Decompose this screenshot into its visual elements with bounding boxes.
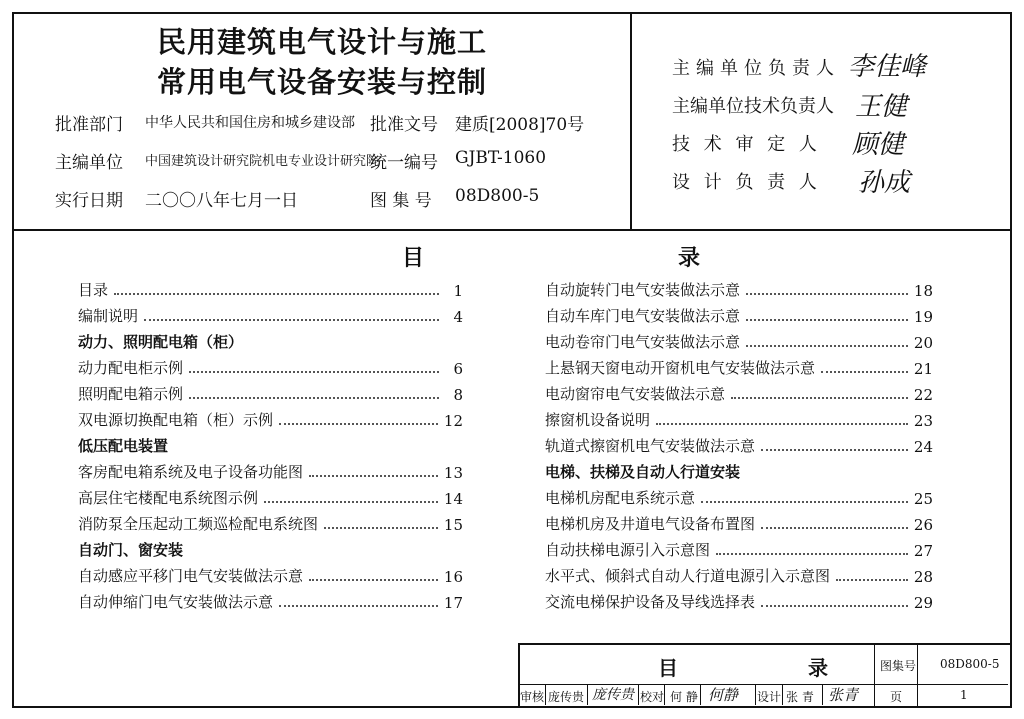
toc-entry-label: 自动车库门电气安装做法示意 xyxy=(545,307,741,325)
toc-entry xyxy=(545,534,933,560)
tb-sep-c xyxy=(638,685,639,705)
toc-entry xyxy=(78,404,463,430)
review-signature: 庞传贵 xyxy=(592,687,634,703)
toc-entry xyxy=(78,560,463,586)
toc-entry xyxy=(545,482,933,508)
toc-leader-dots xyxy=(264,501,438,503)
toc-entry-page: 12 xyxy=(443,412,463,430)
toc-entry-page: 18 xyxy=(913,282,933,300)
toc-leader-dots xyxy=(324,527,438,529)
toc-section-label: 电梯、扶梯及自动人行道安装 xyxy=(545,463,741,481)
toc-leader-dots xyxy=(761,605,908,607)
title-block-col-2 xyxy=(917,643,918,706)
toc-entry-page: 4 xyxy=(453,308,463,326)
toc-section-heading xyxy=(78,430,463,456)
toc-entry-page: 14 xyxy=(443,490,463,508)
approval-doc-value: 建质[2008]70号 xyxy=(455,115,585,135)
toc-entry xyxy=(545,560,933,586)
title-block-title: 目 录 xyxy=(658,656,858,680)
toc-entry-page: 17 xyxy=(443,594,463,612)
toc-entry xyxy=(78,300,463,326)
approval-dept-label: 批准部门 xyxy=(55,115,123,135)
toc-entry xyxy=(78,378,463,404)
design-signature: 张青 xyxy=(828,686,859,704)
effective-date-value: 二〇〇八年七月一日 xyxy=(145,191,298,211)
toc-entry xyxy=(545,586,933,612)
tb-sep-b xyxy=(587,685,588,705)
toc-entry-page: 21 xyxy=(913,360,933,378)
toc-entry-label: 自动扶梯电源引入示意图 xyxy=(545,541,711,559)
toc-leader-dots xyxy=(279,605,438,607)
review-name: 庞传贵 xyxy=(548,690,585,704)
toc-entry xyxy=(545,508,933,534)
toc-leader-dots xyxy=(189,371,439,373)
toc-entry-label: 轨道式擦窗机电气安装做法示意 xyxy=(545,437,756,455)
tb-sep-e xyxy=(700,685,701,705)
toc-section-heading xyxy=(545,456,933,482)
toc-entry-label: 照明配电箱示例 xyxy=(78,385,184,403)
toc-entry-label: 编制说明 xyxy=(78,307,139,325)
toc-leader-dots xyxy=(761,527,908,529)
toc-entry-page: 25 xyxy=(913,490,933,508)
toc-entry-page: 24 xyxy=(913,438,933,456)
toc-entry-page: 15 xyxy=(443,516,463,534)
toc-leader-dots xyxy=(716,553,908,555)
approval-dept-value: 中华人民共和国住房和城乡建设部 xyxy=(145,115,355,131)
tb-sep-h xyxy=(822,685,823,705)
signature-tech-head: 王健 xyxy=(855,92,908,122)
toc-entry-page: 19 xyxy=(913,308,933,326)
toc-leader-dots xyxy=(746,319,908,321)
tb-sep-f xyxy=(755,685,756,705)
toc-entry-page: 1 xyxy=(453,282,463,300)
toc-entry xyxy=(78,508,463,534)
toc-entry-label: 动力配电柜示例 xyxy=(78,359,184,377)
toc-entry xyxy=(545,326,933,352)
toc-entry-label: 高层住宅楼配电系统图示例 xyxy=(78,489,259,507)
atlas-no-label: 图 集 号 xyxy=(370,191,432,211)
toc-section-label: 低压配电装置 xyxy=(78,437,169,455)
toc-leader-dots xyxy=(144,319,439,321)
toc-leader-dots xyxy=(836,579,908,581)
toc-leader-dots xyxy=(189,397,439,399)
toc-entry-page: 23 xyxy=(913,412,933,430)
toc-entry xyxy=(545,430,933,456)
toc-entry xyxy=(545,378,933,404)
toc-section-heading xyxy=(78,534,463,560)
toc-entry-label: 电梯机房配电系统示意 xyxy=(545,489,696,507)
toc-section-label: 自动门、窗安装 xyxy=(78,541,184,559)
toc-entry-label: 自动感应平移门电气安装做法示意 xyxy=(78,567,304,585)
review-label: 审核 xyxy=(520,690,545,704)
toc-entry-page: 6 xyxy=(453,360,463,378)
role-tech-reviewer: 技 术 审 定 人 xyxy=(672,134,821,155)
toc-entry-label: 电动卷帘门电气安装做法示意 xyxy=(545,333,741,351)
tb-sep-a xyxy=(545,685,546,705)
toc-entry-label: 擦窗机设备说明 xyxy=(545,411,651,429)
toc-entry-label: 电动窗帘电气安装做法示意 xyxy=(545,385,726,403)
page-number: 1 xyxy=(960,688,968,702)
toc-entry xyxy=(545,404,933,430)
toc-entry-label: 目录 xyxy=(78,281,109,299)
toc-leader-dots xyxy=(279,423,438,425)
toc-entry-page: 28 xyxy=(913,568,933,586)
toc-entry-label: 自动伸缩门电气安装做法示意 xyxy=(78,593,274,611)
toc-entry xyxy=(78,456,463,482)
toc-entry-label: 水平式、倾斜式自动人行道电源引入示意图 xyxy=(545,567,831,585)
check-label: 校对 xyxy=(640,690,665,704)
signature-chief-unit-head: 李佳峰 xyxy=(848,52,927,82)
toc-left-column xyxy=(78,274,463,612)
toc-entry-page: 27 xyxy=(913,542,933,560)
title-line-2: 常用电气设备安装与控制 xyxy=(157,65,488,99)
page-label: 页 xyxy=(890,690,903,704)
toc-entry-label: 消防泵全压起动工频巡检配电系统图 xyxy=(78,515,319,533)
check-name: 何 静 xyxy=(670,690,698,704)
role-design-lead: 设 计 负 责 人 xyxy=(672,172,821,193)
toc-entry-page: 22 xyxy=(913,386,933,404)
toc-leader-dots xyxy=(656,423,908,425)
toc-heading: 目 录 xyxy=(402,246,771,271)
design-label: 设计 xyxy=(757,690,782,704)
editor-unit-value: 中国建筑设计研究院机电专业设计研究院 xyxy=(145,154,380,169)
title-block-atlas-no: 08D800-5 xyxy=(940,657,1000,671)
toc-entry-label: 电梯机房及井道电气设备布置图 xyxy=(545,515,756,533)
toc-entry-label: 自动旋转门电气安装做法示意 xyxy=(545,281,741,299)
title-block-col-1 xyxy=(874,643,875,706)
toc-entry-page: 26 xyxy=(913,516,933,534)
role-chief-unit-tech-head: 主编单位技术负责人 xyxy=(672,96,834,117)
unified-no-label: 统一编号 xyxy=(370,153,438,173)
toc-leader-dots xyxy=(114,293,439,295)
toc-entry-label: 交流电梯保护设备及导线选择表 xyxy=(545,593,756,611)
design-name: 张 青 xyxy=(786,690,814,704)
toc-leader-dots xyxy=(731,397,908,399)
toc-entry xyxy=(78,586,463,612)
toc-leader-dots xyxy=(309,475,438,477)
toc-leader-dots xyxy=(701,501,908,503)
toc-leader-dots xyxy=(746,293,908,295)
toc-entry xyxy=(545,352,933,378)
toc-entry xyxy=(78,352,463,378)
toc-leader-dots xyxy=(309,579,438,581)
toc-entry-page: 13 xyxy=(443,464,463,482)
toc-leader-dots xyxy=(746,345,908,347)
header-column-divider xyxy=(630,12,632,231)
toc-leader-dots xyxy=(821,371,908,373)
unified-no-value: GJBT-1060 xyxy=(455,148,547,168)
editor-unit-label: 主编单位 xyxy=(55,153,123,173)
toc-entry-page: 16 xyxy=(443,568,463,586)
toc-entry-label: 双电源切换配电箱（柜）示例 xyxy=(78,411,274,429)
approval-doc-label: 批准文号 xyxy=(370,115,438,135)
toc-entry-page: 20 xyxy=(913,334,933,352)
toc-entry xyxy=(78,482,463,508)
toc-section-heading xyxy=(78,326,463,352)
signature-design-lead: 孙成 xyxy=(858,168,911,198)
title-line-1: 民用建筑电气设计与施工 xyxy=(157,25,488,59)
tb-sep-d xyxy=(664,685,665,705)
effective-date-label: 实行日期 xyxy=(55,191,123,211)
toc-entry-page: 8 xyxy=(453,386,463,404)
header-divider xyxy=(12,229,1010,231)
check-signature: 何静 xyxy=(708,686,739,704)
atlas-no-value: 08D800-5 xyxy=(455,186,540,206)
tb-sep-g xyxy=(782,685,783,705)
toc-entry xyxy=(545,274,933,300)
toc-leader-dots xyxy=(761,449,908,451)
toc-entry xyxy=(545,300,933,326)
toc-right-column xyxy=(545,274,933,612)
toc-entry-page: 29 xyxy=(913,594,933,612)
toc-entry xyxy=(78,274,463,300)
toc-section-label: 动力、照明配电箱（柜） xyxy=(78,333,244,351)
toc-entry-label: 上悬钢天窗电动开窗机电气安装做法示意 xyxy=(545,359,816,377)
toc-entry-label: 客房配电箱系统及电子设备功能图 xyxy=(78,463,304,481)
signature-tech-reviewer: 顾健 xyxy=(852,130,905,160)
title-block-atlas-label: 图集号 xyxy=(880,659,917,673)
role-chief-unit-head: 主编单位负责人 xyxy=(672,58,840,79)
